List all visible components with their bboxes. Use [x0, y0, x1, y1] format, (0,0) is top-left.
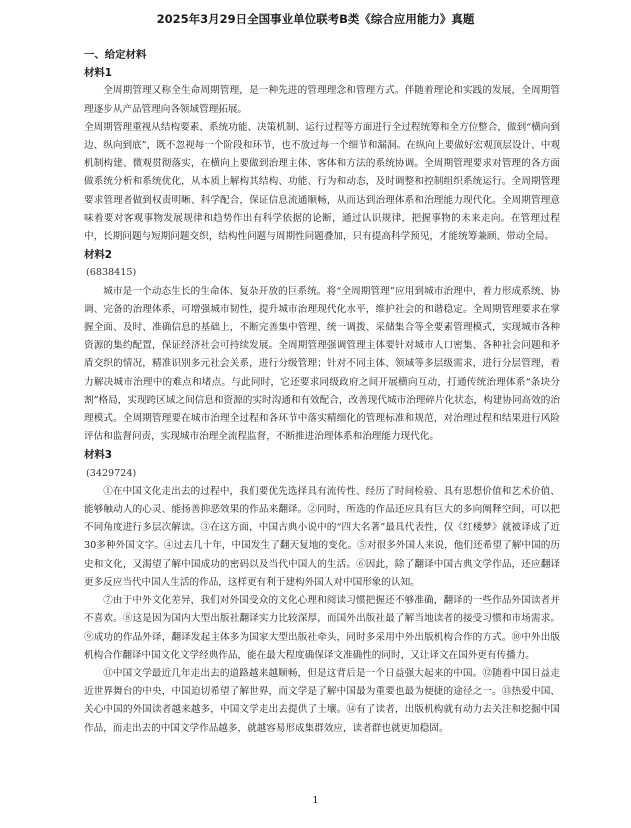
material-2-code: (6838415) — [86, 267, 137, 279]
material-3-code: (3429724) — [86, 467, 137, 479]
material-1-paragraph: 全周期管理重视从结构要素、系统功能、决策机制、运行过程等方面进行全过程统筹和全方位整合，做到“横向到边、纵向到底”，既不忽视每一个阶段和环节，也不放过每一个细节和漏洞。在纵向上要做好宏观顶层设计、中观机制构建、微观贯彻落实，在横向上要做到治理主体、客体和方法的系统协调。全周期管理要求对管理的各方面做系统分析和系统优化，从本质上解构其结构、功能、行为和动态，及时调整和控制组织系统运行。全周期管理要求管理者做到权责明晰、科学配合，保证信息流通顺畅，从而达到治理体系和治理能力现代化。全周期管理意味着要对客观事物发展规律和趋势作出有科学依据的论断，通过认识规律，把握事物的未来走向。在管理过程中，长期问题与短期问题交织，结构性问题与周期性问题叠加，只有提高科学预见，才能统筹兼顾、带动全局。 — [84, 121, 560, 243]
page-title: 2025年3月29日全国事业单位联考B类《综合应用能力》真题 — [156, 12, 475, 26]
material-1-paragraph: 全周期管理又称全生命周期管理，是一种先进的管理理念和管理方式。伴随着理论和实践的发展，全周期管理逐步从产品管理向各领域管理拓展。 — [84, 85, 560, 115]
page-number: 1 — [312, 795, 319, 806]
material-3-paragraph: ①在中国文化走出去的过程中，我们要优先选择具有流传性、经历了时间检验、具有思想价值和艺术价值、能够触动人的心灵、能扬善抑恶效果的作品来翻译。②同时，所选的作品还应具有巨大的多向阐释空间，可以把不同角度进行多层次解读。③在这方面，中国古典小说中的“四大名著”最具代表性，仅《红楼梦》就被译成了近30多种外国文字。④过去几十年，中国发生了翻天复地的变化。⑤对很多外国人来说，他们还希望了解中国的历史和文化，又渴望了解中国成功的密码以及当代中国人的生活。⑥因此，除了翻译中国古典文学作品，还应翻译更多反应当代中国人生活的作品，这样更有利于建构外国人对中国形象的认知。 — [84, 485, 560, 588]
material-2-label: 材料2 — [84, 249, 113, 262]
material-1-label: 材料1 — [84, 67, 113, 80]
material-3-paragraph: ⑦由于中外文化差异，我们对外国受众的文化心理和阅读习惯把握还不够准确，翻译的一些作品外国读者并不喜欢。⑧这是因为国内大型出版社翻译实力比较深厚，而国外出版社最了解当地读者的接受习惯和市场需求。⑨成功的作品外译，翻译发起主体多为国家大型出版社牵头，同时多采用中外出版机构合作的方式。⑩中外出版机构合作翻译中国文化文学经典作品，能在最大程度确保译文准确性的同时，又让译文在国外更有传播力。 — [84, 595, 560, 661]
document-body — [84, 46, 560, 738]
material-3-label: 材料3 — [84, 449, 113, 462]
section-heading: 一、给定材料 — [84, 49, 147, 61]
material-2-paragraph: 城市是一个动态生长的生命体、复杂开放的巨系统。将“全周期管理”应用到城市治理中，着力形成系统、协调、完备的治理体系，可增强城市韧性，提升城市治理现代化水平，维护社会的和谐稳定。全周期管理要求在掌握全面、及时、准确信息的基础上，不断完善集中管理、统一调拨、采储集合等全要素管理模式，实现城市各种资源的集约配置，保证经济社会可持续发展。全周期管理强调管理主体要针对城市人口密集、各种社会问题和矛盾交织的情况，精准识别多元社会关系，进行分级管理；针对不同主体、领域等多层级需求，进行分层管理，着力解决城市治理中的难点和堵点。与此同时，它还要求同级政府之间开展横向互动，打通传统治理体系“条块分割”格局，实现跨区域之间信息和资源的实时沟通和有效配合，改善现代城市治理碎片化状态，构建协同高效的治理模式。全周期管理要在城市治理全过程和各环节中落实精细化的管理标准和规范，对治理过程和结果进行风险评估和监督问责，实现城市治理全流程监督，不断推进治理体系和治理能力现代化。 — [84, 285, 560, 443]
material-3-paragraph: ⑪中国文学最近几年走出去的道路越来越顺畅，但是这背后是一个日益强大起来的中国。⑫随着中国日益走近世界舞台的中央，中国迫切希望了解世界，而文学是了解中国最为重要也最为便捷的途径之一。⑬热爱中国、关心中国的外国读者越来越多，中国文学走出去提供了土壤。⑭有了读者，出版机构就有动力去关注和挖掘中国作品，而走出去的中国文学作品越多，就越容易形成集群效应，读者群也就更加稳固。 — [84, 667, 560, 734]
